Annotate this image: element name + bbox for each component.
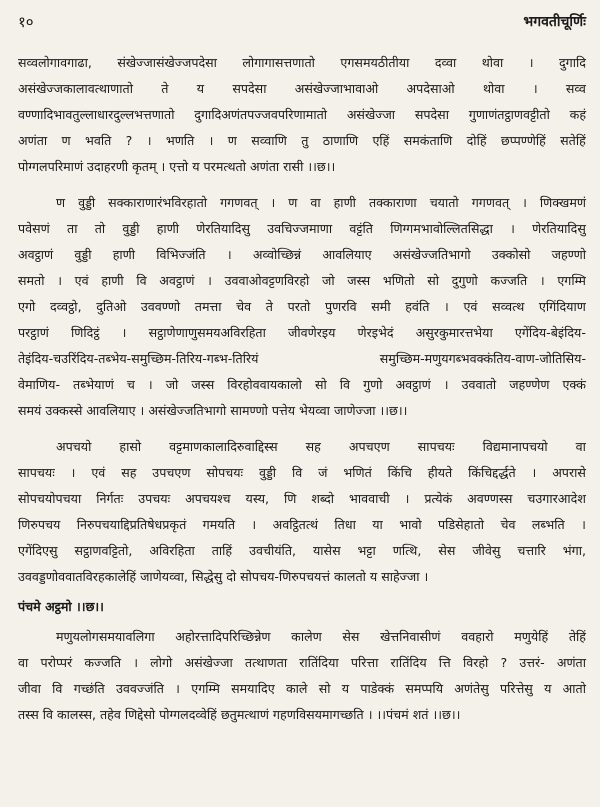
word: । xyxy=(270,195,276,210)
word: वि xyxy=(291,465,303,480)
word: हाणी xyxy=(112,247,136,262)
word: सट्ठाणेणाणुसमयअविरहिता xyxy=(148,325,266,340)
word: वुड्डी xyxy=(74,247,92,262)
word: उववण्णो xyxy=(140,299,181,314)
word: अपचएण xyxy=(348,439,390,454)
word: कज्जति xyxy=(490,273,528,288)
word: ता xyxy=(67,221,78,236)
word: । xyxy=(147,377,153,392)
word: यासेस xyxy=(312,543,341,558)
word: भणति xyxy=(165,133,195,148)
word: हाणी xyxy=(333,195,356,210)
word: सोपचयोपचया xyxy=(18,491,82,506)
word: । xyxy=(121,325,127,340)
word: णेरतियादिसु xyxy=(532,221,586,236)
word: विद्यमानापचयो xyxy=(482,439,548,454)
word: कालेण xyxy=(291,629,322,644)
word: । xyxy=(57,273,62,288)
word: वि xyxy=(339,377,351,392)
word: अविरहिता xyxy=(149,543,195,558)
word: रातिंदिया xyxy=(299,655,339,670)
word: । xyxy=(70,465,76,480)
word: त्ति xyxy=(438,655,451,670)
word: हीयते xyxy=(427,465,453,480)
word: वेमाणिय- xyxy=(18,377,61,392)
word: हासो xyxy=(119,439,142,454)
word: उवचीयंति, xyxy=(249,543,297,558)
word: । xyxy=(531,465,537,480)
word: णिग्गमभावोल्लितसिद्धा xyxy=(390,221,493,236)
word: असंखेज्जा xyxy=(346,107,396,122)
word: दुगादिअणंतपज्जवपरिणामातो xyxy=(194,107,328,122)
word: उपचएण xyxy=(152,465,191,480)
page-number: १० xyxy=(18,13,34,31)
word: । xyxy=(226,247,232,262)
word: उववज्जंति xyxy=(115,681,164,696)
text-line xyxy=(18,242,586,268)
paragraph-first-line xyxy=(56,624,586,650)
text-line: समयं उक्कस्से आवलियाए । असंखेज्जतिभागो सामण्णो पत्तेय भेयव्वा जाणेज्जा ।।छ।। xyxy=(18,403,408,418)
word: य xyxy=(196,81,205,96)
word: भवति xyxy=(85,133,112,148)
word: । xyxy=(510,221,515,236)
word: ताहिं xyxy=(211,543,233,558)
word: । xyxy=(251,517,257,532)
text-line xyxy=(18,76,586,102)
word: विरहो xyxy=(462,655,489,670)
word: । xyxy=(539,273,545,288)
word: समी xyxy=(371,299,391,314)
word: ण xyxy=(61,133,71,148)
word: समतो xyxy=(18,273,45,288)
text-line xyxy=(18,538,586,564)
word: भंगा, xyxy=(562,543,586,558)
word: । xyxy=(443,377,449,392)
word: उववाओवट्टणविरहो xyxy=(224,273,310,288)
word: चत्तारि xyxy=(517,543,546,558)
word: परित्तेसु xyxy=(500,681,533,696)
word: भणितं xyxy=(343,465,372,480)
word: सो xyxy=(314,377,327,392)
word: जीवणेरइय xyxy=(288,325,336,340)
word: उक्कोसो xyxy=(491,247,531,262)
word: शब्दो xyxy=(311,491,335,506)
word: उपचयः xyxy=(138,491,171,506)
word: परोप्परं xyxy=(40,655,73,670)
word: अवट्ठितत्थं xyxy=(272,517,319,532)
word: अणंता xyxy=(556,655,586,670)
text-line xyxy=(18,294,586,320)
word: जस्स xyxy=(347,273,371,288)
word: कज्जति xyxy=(84,655,122,670)
word: निरुपचयाद्दिप्रतिषेधप्रकृतं xyxy=(76,517,187,532)
word: आतो xyxy=(562,681,586,696)
word: एगिंदियाण xyxy=(538,299,586,314)
section-heading: पंचमे अट्ठमो ।।छ।। xyxy=(18,599,104,614)
paragraph-first-line xyxy=(56,190,586,216)
word: गच्छंति xyxy=(73,681,105,696)
word: प्रत्येकं xyxy=(424,491,453,506)
word: वा xyxy=(310,195,321,210)
word: ण xyxy=(56,195,66,210)
word: । xyxy=(404,491,410,506)
running-title: भगवतीचूर्णिः xyxy=(523,14,586,30)
word: ? xyxy=(500,655,508,670)
word: तब्भेयाणं xyxy=(73,377,114,392)
word: एगेंदिय-बेइंदिय- xyxy=(514,325,586,340)
word: लोगो xyxy=(150,655,173,670)
word: किंचि xyxy=(387,465,412,480)
word: अणंतेसु xyxy=(454,681,489,696)
word: सह xyxy=(121,465,137,480)
word: उववातो xyxy=(461,377,497,392)
word: एगसमयठीतीया xyxy=(340,55,410,70)
word: अपचयो xyxy=(56,439,92,454)
word: दव्वा xyxy=(434,55,457,70)
word: एहिं xyxy=(372,133,390,148)
word: अपचयश्च xyxy=(185,491,231,506)
word: णिक्खमणं xyxy=(539,195,586,210)
text-line xyxy=(18,650,586,676)
word: विरहोववायकालो xyxy=(227,377,302,392)
word: पडिसेहातो xyxy=(438,517,485,532)
word: हाणी xyxy=(101,273,124,288)
word: परित्ता xyxy=(350,655,379,670)
word: जो xyxy=(321,273,335,288)
word: सो xyxy=(427,273,439,288)
word: वा xyxy=(18,655,29,670)
word: वुड्डी xyxy=(122,221,140,236)
word: मणुयेहिं xyxy=(514,629,549,644)
word: सव्व xyxy=(565,81,586,96)
word: अवट्ठाणं xyxy=(18,247,54,262)
word: खेत्तनिवासीणं xyxy=(380,629,441,644)
word: सतेहिं xyxy=(560,133,586,148)
word: वण्णादिभावतुल्लाधारदुल्लभत्तणातो xyxy=(18,107,175,122)
word: अहोरत्तादिपरिच्छिन्नेण xyxy=(175,629,271,644)
word: दुगुणो xyxy=(451,273,478,288)
word: असंखेज्जा xyxy=(184,655,233,670)
text-line xyxy=(18,486,586,512)
word: सह xyxy=(305,439,321,454)
word: ? xyxy=(125,133,133,148)
word: । xyxy=(208,133,214,148)
word: सव्वाणि xyxy=(251,133,287,148)
word: ते xyxy=(161,81,169,96)
word: दव्वट्ठो, xyxy=(49,299,82,314)
word: विभिज्जंति xyxy=(156,247,206,262)
word: तत्थाणता xyxy=(244,655,288,670)
word: या xyxy=(372,517,383,532)
word: सापचयः xyxy=(417,439,455,454)
word: । xyxy=(133,655,138,670)
word: णेरतियादिसु xyxy=(196,221,251,236)
word: लोगागासत्तणातो xyxy=(242,55,315,70)
word: चेव xyxy=(500,517,516,532)
word: भणितो xyxy=(382,273,415,288)
text-line xyxy=(18,216,586,242)
word: वट्टंति xyxy=(349,221,373,236)
word: एगम्मि xyxy=(557,273,586,288)
word: तेइंदिय-चउरिंदिय-तब्भेय-समुच्छिम-तिरिय-गब्भ-तिरियं xyxy=(18,351,259,366)
word: समप्पयि xyxy=(405,681,444,696)
word: णेरइभेदं xyxy=(357,325,394,340)
word: जं xyxy=(318,465,328,480)
word: वट्टमाणकालादिरुवाद्दिस्स xyxy=(169,439,278,454)
word: दोहिं xyxy=(466,133,487,148)
word: थोवा xyxy=(481,55,504,70)
word: सापचयः xyxy=(18,465,55,480)
word: उवचिज्जमाणा xyxy=(267,221,333,236)
word: । xyxy=(207,273,212,288)
word: सोपचयः xyxy=(206,465,244,480)
word: गुणाणंतट्ठाणवट्टीतो xyxy=(468,107,550,122)
word: गगणवत् xyxy=(220,195,258,210)
text-line xyxy=(18,102,586,128)
word: गुणो xyxy=(363,377,383,392)
word: काले xyxy=(285,681,308,696)
word: चयातो xyxy=(429,195,459,210)
word: कहं xyxy=(569,107,586,122)
word: अणंता xyxy=(18,133,48,148)
word: । xyxy=(444,299,449,314)
paragraph-first-line xyxy=(56,434,586,460)
word: सक्काराणारंभविरहातो xyxy=(108,195,208,210)
word: असंखेज्जतिभागो xyxy=(392,247,471,262)
word: अपदेसाओ xyxy=(406,81,455,96)
word: रातिंदिय xyxy=(390,655,427,670)
word: लब्भति xyxy=(531,517,565,532)
word: अव्वोच्छिन्नं xyxy=(252,247,302,262)
word: जहण्णेण xyxy=(509,377,550,392)
text-line: पोग्गलपरिमाणं उदाहरणी कृतम् । एत्तो य परमत्थतो अणंता रासी ।।छ।। xyxy=(18,159,336,174)
word: जो xyxy=(165,377,179,392)
word: तेहिं xyxy=(568,629,586,644)
word: जहण्णो xyxy=(551,247,586,262)
word: समयादिए xyxy=(231,681,275,696)
word: निर्गतः xyxy=(96,491,124,506)
word: तो xyxy=(94,221,106,236)
word: छप्पण्णेहिं xyxy=(500,133,546,148)
word: असुरकुमारत्तभेया xyxy=(415,325,493,340)
word: । xyxy=(528,55,534,70)
word: य xyxy=(341,681,350,696)
text-line xyxy=(18,346,586,372)
word: णिरुपचय xyxy=(18,517,61,532)
text-line xyxy=(18,676,586,702)
word: ण xyxy=(227,133,237,148)
word: अवट्ठाणं xyxy=(395,377,431,392)
word: एवं xyxy=(91,465,106,480)
word: एवं xyxy=(463,299,478,314)
word: वि xyxy=(136,273,147,288)
word: चेव xyxy=(236,299,252,314)
word: चउगारआदेश xyxy=(527,491,586,506)
word: ठाणाणि xyxy=(322,133,359,148)
word: सट्ठाणवट्टितो, xyxy=(74,543,133,558)
word: भाववाची xyxy=(349,491,390,506)
word: । xyxy=(175,681,180,696)
word: तमत्ता xyxy=(194,299,222,314)
word: अवट्ठाणं xyxy=(159,273,195,288)
word: उत्तरं- xyxy=(519,655,545,670)
word: गगणवत् xyxy=(471,195,510,210)
word: । xyxy=(146,133,152,148)
word: सव्वलोगावगाढा, xyxy=(18,55,92,70)
word: पाडेक्कं xyxy=(360,681,395,696)
word: असंखेज्जाभावाओ xyxy=(294,81,379,96)
text-line xyxy=(18,372,586,398)
word: य xyxy=(544,681,552,696)
word: सो xyxy=(318,681,331,696)
word: । xyxy=(532,81,538,96)
word: भावो xyxy=(399,517,422,532)
word: एगो xyxy=(18,299,36,314)
word: दुतिओ xyxy=(96,299,127,314)
text-line xyxy=(18,268,586,294)
word: सव्वत्थ xyxy=(492,299,525,314)
word: आवलियाए xyxy=(322,247,372,262)
word: एक्कं xyxy=(562,377,586,392)
word: वुड्डी xyxy=(78,195,96,210)
page-header xyxy=(18,12,586,38)
word: एगम्मि xyxy=(191,681,220,696)
word: यस्य, xyxy=(245,491,270,506)
text-line xyxy=(18,512,586,538)
word: अवण्णस्स xyxy=(467,491,513,506)
text-line xyxy=(18,50,586,76)
word: सपदेसा xyxy=(232,81,267,96)
text-line xyxy=(18,460,586,486)
text-line: उववड्डणोववातविरहकालेहिं जाणेयव्वा, सिद्धेसु दो सोपचय-णिरुपचयत्तं कालतो य साहेज्जा । xyxy=(18,569,429,584)
word: जीवेसु xyxy=(472,543,501,558)
text-line xyxy=(18,128,586,154)
word: सेस xyxy=(342,629,360,644)
word: हवंति xyxy=(405,299,430,314)
word: ण xyxy=(288,195,298,210)
word: थोवा xyxy=(482,81,505,96)
text-line: तस्स वि कालस्स, तहेव णिद्देसो पोग्गलदव्वेहिं छतुमत्थाणं गहणविसयमागच्छति । ।।पंचमं शतं ।।छ।। xyxy=(18,707,461,722)
word: पवेसणं xyxy=(18,221,50,236)
word: समकंताणि xyxy=(403,133,453,148)
word: गमयति xyxy=(202,517,236,532)
word: वि xyxy=(52,681,63,696)
word: ते xyxy=(265,299,273,314)
word: दुगादि xyxy=(559,55,586,70)
word: समुच्छिम-मणुयगब्भवक्कंतिय-वाण-जोतिसिय- xyxy=(379,351,586,366)
word: वा xyxy=(575,439,586,454)
word: संखेज्जासंखेज्जपदेसा xyxy=(117,55,217,70)
word: अपरासे xyxy=(552,465,586,480)
word: परतो xyxy=(287,299,311,314)
word: किंचिद्दर्द्धते xyxy=(468,465,516,480)
word: जीवा xyxy=(18,681,41,696)
word: तु xyxy=(301,133,309,148)
word: णिदिट्ठं xyxy=(71,325,100,340)
word: । xyxy=(522,195,527,210)
word: एवं xyxy=(74,273,89,288)
word: वुड्डी xyxy=(258,465,277,480)
word: हाणी xyxy=(156,221,180,236)
word: णत्थि, xyxy=(392,543,422,558)
word: सेस xyxy=(438,543,456,558)
word: परट्ठाणं xyxy=(18,325,49,340)
word: पुणरवि xyxy=(324,299,357,314)
word: एगेंदिएसु xyxy=(18,543,58,558)
word: ववहारो xyxy=(461,629,494,644)
word: च xyxy=(126,377,135,392)
word: तिधा xyxy=(334,517,356,532)
word: । xyxy=(581,517,586,532)
word: तक्काराणा xyxy=(368,195,417,210)
word: जस्स xyxy=(191,377,215,392)
word: असंखेज्जकालावत्थाणातो xyxy=(18,81,133,96)
word: मणुयलोगसमयावलिगा xyxy=(56,629,155,644)
word: भट्टा xyxy=(357,543,376,558)
word: णि xyxy=(284,491,297,506)
text-line xyxy=(18,320,586,346)
word: सपदेसा xyxy=(414,107,449,122)
